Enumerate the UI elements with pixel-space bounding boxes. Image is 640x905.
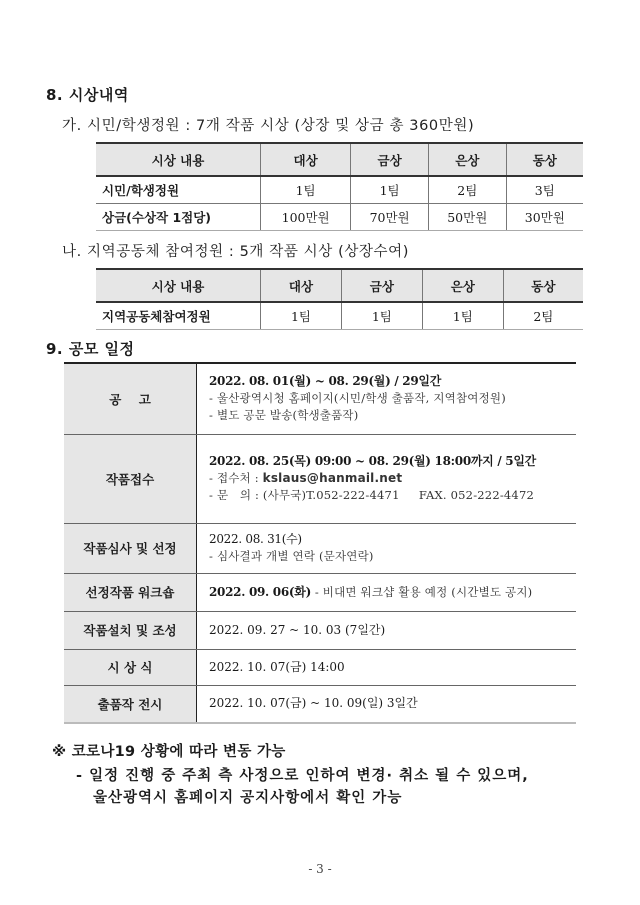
- table-cell: 1팀: [261, 302, 342, 330]
- row-content: [197, 573, 577, 611]
- covid-notice-headline: ※ 코로나19 상황에 따라 변동 가능: [52, 744, 286, 760]
- table-cell: 70만원: [351, 204, 429, 231]
- inquiry-info: - 문 의 : (사무국)T.052-222-4471 FAX. 052-222-4472: [209, 488, 534, 502]
- table-cell: 1팀: [261, 176, 351, 204]
- row-content: [197, 649, 577, 685]
- citizen-student-award-table: [96, 142, 583, 231]
- header-award-content: 시상 내용: [96, 269, 261, 302]
- schedule-row-workshop: [64, 573, 576, 611]
- schedule-row-ceremony: [64, 649, 576, 685]
- table-cell: 30만원: [506, 204, 583, 231]
- schedule-date: 2022. 08. 01(월) ~ 08. 29(월) / 29일간: [209, 374, 441, 389]
- table-cell: 2팀: [503, 302, 583, 330]
- table-header-row: [96, 143, 583, 176]
- schedule-detail: - 별도 공문 발송(학생출품작): [209, 408, 359, 423]
- section-9-title: 9. 공모 일정: [46, 340, 135, 358]
- schedule-detail: - 심사결과 개별 연락 (문자연락): [209, 549, 374, 563]
- schedule-row-installation: [64, 611, 576, 649]
- header-silver-prize: 은상: [422, 269, 503, 302]
- header-silver-prize: 은상: [428, 143, 506, 176]
- header-grand-prize: 대상: [261, 269, 342, 302]
- table-cell: 50만원: [428, 204, 506, 231]
- table-header-row: [96, 269, 583, 302]
- schedule-table: [64, 362, 576, 724]
- row-content: [197, 611, 577, 649]
- covid-notice-line-1: - 일정 진행 중 주최 측 사정으로 인하여 변경· 취소 될 수 있으며,: [76, 768, 529, 784]
- table-row: [96, 176, 583, 204]
- table-cell: 2팀: [428, 176, 506, 204]
- row-label: 지역공동체참여정원: [96, 302, 261, 330]
- schedule-detail: - 비대면 워크샵 활용 예정 (시간별도 공지): [310, 584, 533, 599]
- schedule-date: 2022. 09. 27 ~ 10. 03 (7일간): [209, 622, 386, 637]
- header-bronze-prize: 동상: [503, 269, 583, 302]
- table-cell: 100만원: [261, 204, 351, 231]
- row-label: 작품설치 및 조성: [64, 611, 197, 649]
- header-grand-prize: 대상: [261, 143, 351, 176]
- email-link[interactable]: kslaus@hanmail.net: [262, 471, 403, 485]
- community-award-table: [96, 268, 583, 330]
- schedule-row-submission: [64, 434, 576, 523]
- schedule-date: 2022. 10. 07(금) 14:00: [209, 659, 345, 674]
- subsection-a-title: 가. 시민/학생정원 : 7개 작품 시상 (상장 및 상금 총 360만원): [62, 118, 475, 134]
- table-cell: 3팀: [506, 176, 583, 204]
- schedule-date: 2022. 08. 31(수): [209, 532, 302, 546]
- row-label: 공 고: [64, 363, 197, 434]
- row-label: 출품작 전시: [64, 685, 197, 723]
- subsection-b-title: 나. 지역공동체 참여정원 : 5개 작품 시상 (상장수여): [62, 244, 410, 260]
- schedule-date: 2022. 10. 07(금) ~ 10. 09(일) 3일간: [209, 696, 418, 711]
- table-row: [96, 204, 583, 231]
- row-label: 상금(수상작 1점당): [96, 204, 261, 231]
- section-8-title: 8. 시상내역: [46, 86, 129, 104]
- schedule-row-exhibition: [64, 685, 576, 723]
- table-row: [96, 302, 583, 330]
- header-gold-prize: 금상: [351, 143, 429, 176]
- row-label: 시민/학생정원: [96, 176, 261, 204]
- schedule-row-announcement: [64, 363, 576, 434]
- row-content: [197, 363, 577, 434]
- row-label: 시 상 식: [64, 649, 197, 685]
- row-label: 작품심사 및 선정: [64, 523, 197, 573]
- row-label: 작품접수: [64, 434, 197, 523]
- row-content: [197, 523, 577, 573]
- row-label: 선정작품 워크숍: [64, 573, 197, 611]
- header-gold-prize: 금상: [341, 269, 422, 302]
- schedule-date: 2022. 08. 25(목) 09:00 ~ 08. 29(월) 18:00까지 / 5일간: [209, 454, 536, 468]
- header-award-content: 시상 내용: [96, 143, 261, 176]
- contact-prefix: - 접수처 :: [209, 471, 263, 485]
- header-bronze-prize: 동상: [506, 143, 583, 176]
- covid-notice-line-2: 울산광역시 홈페이지 공지사항에서 확인 가능: [93, 790, 403, 806]
- row-content: [197, 434, 577, 523]
- page-number: - 3 -: [308, 862, 332, 876]
- schedule-row-judging: [64, 523, 576, 573]
- table-cell: 1팀: [341, 302, 422, 330]
- table-cell: 1팀: [422, 302, 503, 330]
- row-content: [197, 685, 577, 723]
- table-cell: 1팀: [351, 176, 429, 204]
- submission-contact: [209, 470, 576, 487]
- schedule-date: 2022. 09. 06(화): [209, 584, 311, 599]
- schedule-detail: - 울산광역시청 홈페이지(시민/학생 출품작, 지역참여정원): [209, 391, 506, 406]
